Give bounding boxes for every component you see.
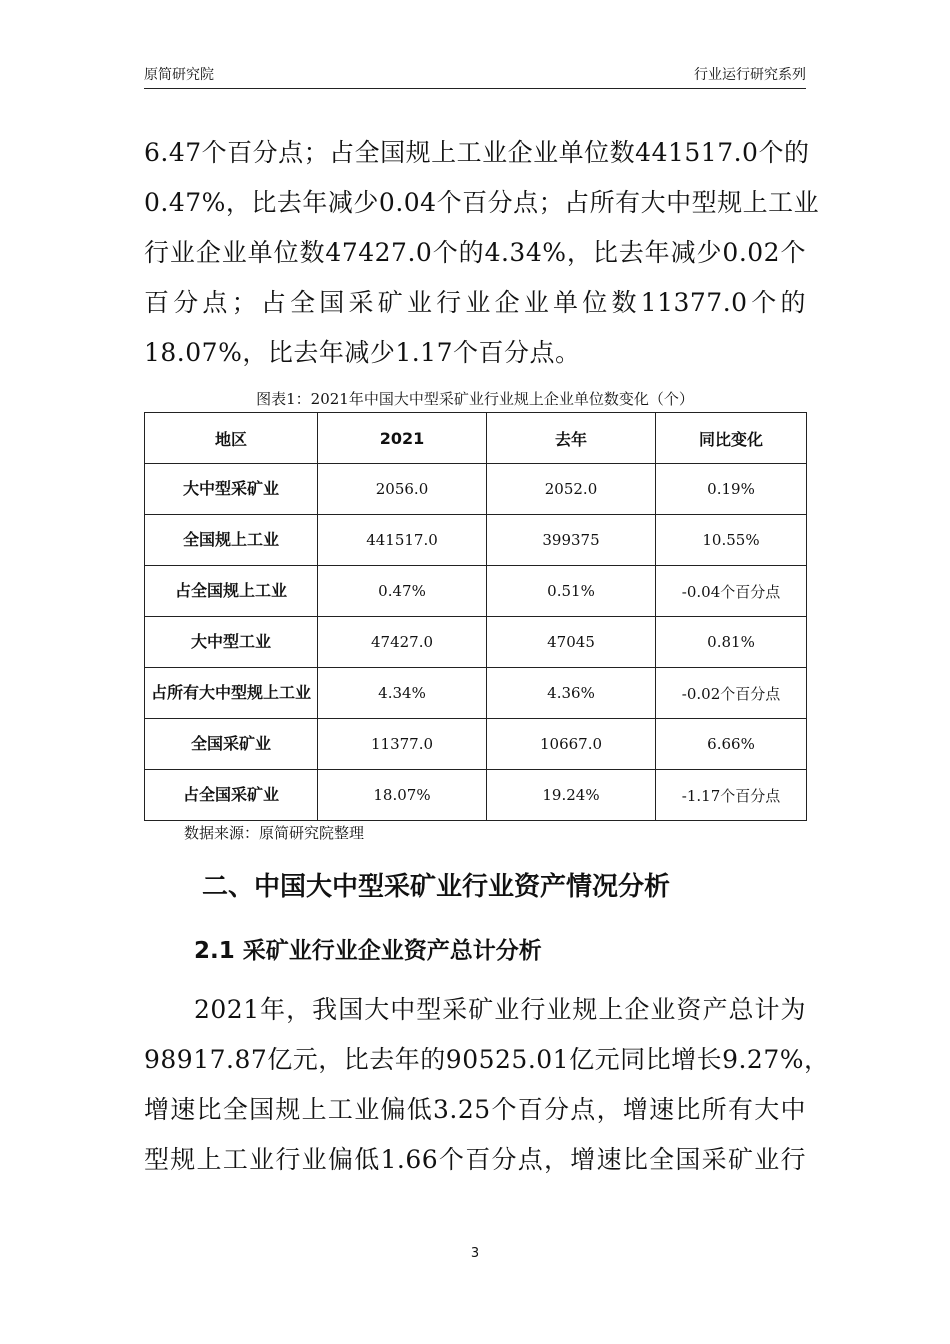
table-row [145,719,807,770]
column-header: 地区 [145,413,318,464]
paragraph-line: 18.07%，比去年减少1.17个百分点。 [144,338,581,367]
table-source: 数据来源：原简研究院整理 [184,824,365,842]
table-cell: -0.04个百分点 [656,566,807,617]
table-cell: 2052.0 [487,464,656,515]
subsection-title: 2.1 采矿业行业企业资产总计分析 [194,938,542,964]
column-header: 2021 [318,413,487,464]
header-org: 原简研究院 [144,67,214,83]
table-cell: 0.51% [487,566,656,617]
table-row [145,464,807,515]
table-row [145,668,807,719]
table-cell: 4.34% [318,668,487,719]
paragraph-line: 6.47个百分点；占全国规上工业企业单位数441517.0个的 [144,138,810,167]
table-cell: 441517.0 [318,515,487,566]
page-header [144,62,806,89]
column-header: 同比变化 [656,413,807,464]
row-label: 占所有大中型规上工业 [145,668,318,719]
row-label: 大中型工业 [145,617,318,668]
table-row [145,515,807,566]
table-cell: 2056.0 [318,464,487,515]
table-cell: 19.24% [487,770,656,821]
table-row [145,566,807,617]
paragraph-line: 行业企业单位数47427.0个的4.34%，比去年减少0.02个 [144,238,806,267]
row-label: 占全国采矿业 [145,770,318,821]
section-title: 二、中国大中型采矿业行业资产情况分析 [202,872,671,902]
table-cell: 47045 [487,617,656,668]
paragraph-line: 0.47%，比去年减少0.04个百分点；占所有大中型规上工业 [144,188,820,217]
row-label: 全国规上工业 [145,515,318,566]
table-cell: 47427.0 [318,617,487,668]
table-cell: -0.02个百分点 [656,668,807,719]
page-number: 3 [470,1246,480,1261]
header-series: 行业运行研究系列 [694,67,806,83]
paragraph-2 [144,985,830,1185]
table-cell: -1.17个百分点 [656,770,807,821]
table-cell: 10.55% [656,515,807,566]
data-table [144,412,807,821]
paragraph-1 [144,128,820,378]
table-cell: 10667.0 [487,719,656,770]
table-cell: 18.07% [318,770,487,821]
table-cell: 0.19% [656,464,807,515]
table-cell: 0.47% [318,566,487,617]
paragraph-line: 2021年，我国大中型采矿业行业规上企业资产总计为 [194,995,806,1024]
paragraph-line: 百分点；占全国采矿业行业企业单位数11377.0个的 [144,288,806,317]
column-header: 去年 [487,413,656,464]
table-cell: 399375 [487,515,656,566]
table-caption: 图表1：2021年中国大中型采矿业行业规上企业单位数变化（个） [256,390,694,408]
table-cell: 0.81% [656,617,807,668]
paragraph-line: 增速比全国规上工业偏低3.25个百分点，增速比所有大中 [144,1095,806,1124]
table-row [145,617,807,668]
row-label: 大中型采矿业 [145,464,318,515]
table-header-row [145,413,807,464]
row-label: 全国采矿业 [145,719,318,770]
table-cell: 6.66% [656,719,807,770]
paragraph-line: 98917.87亿元，比去年的90525.01亿元同比增长9.27%， [144,1045,830,1074]
table-cell: 4.36% [487,668,656,719]
table-row [145,770,807,821]
table-cell: 11377.0 [318,719,487,770]
row-label: 占全国规上工业 [145,566,318,617]
paragraph-line: 型规上工业行业偏低1.66个百分点，增速比全国采矿业行 [144,1145,806,1174]
